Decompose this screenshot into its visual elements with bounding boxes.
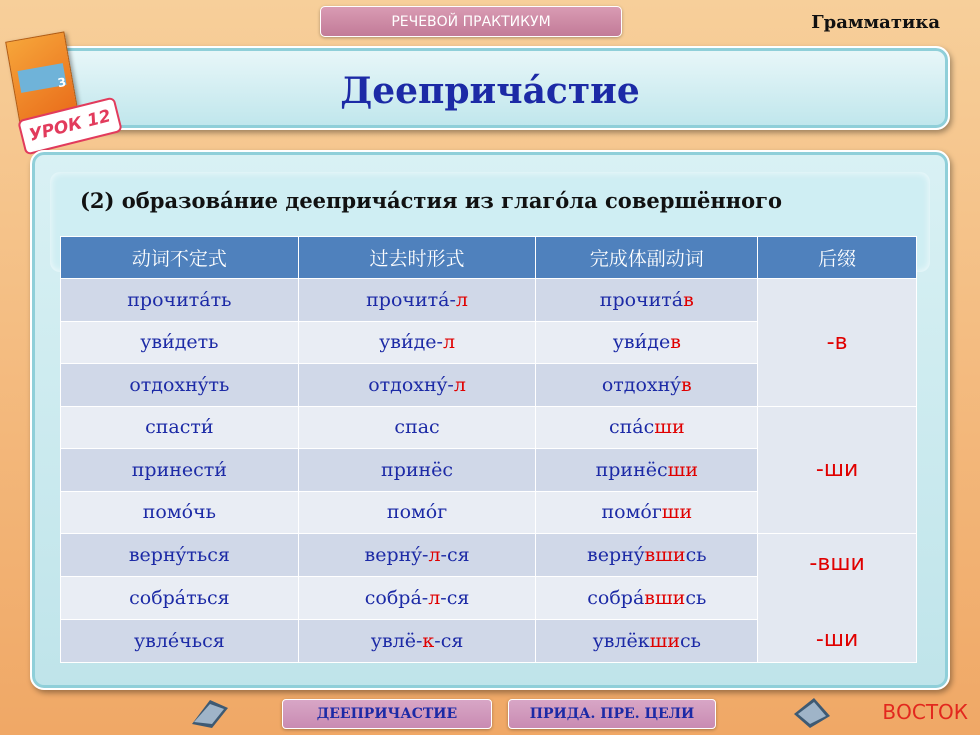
header-suffix: 后缀 (758, 237, 917, 279)
gerund-cell (536, 364, 758, 407)
past-form-cell (298, 449, 536, 492)
gerund-stem: помóг (601, 501, 662, 524)
gerund-cell (536, 577, 758, 620)
past-stem: увлё- (370, 630, 423, 652)
suffix-cell: -в (758, 279, 917, 407)
book-volume-number: 3 (56, 74, 68, 91)
past-stem: вернý- (364, 544, 429, 566)
corner-label: Грамматика (811, 12, 940, 33)
past-suffix: л (453, 373, 466, 396)
page-title: Деепричáстие (340, 70, 640, 112)
gerund-suffix: вши (644, 544, 686, 566)
past-form-cell (298, 279, 536, 322)
gerund-reflexive: сь (685, 587, 707, 609)
suffix-cell: -ши (758, 406, 917, 534)
gerund-suffix: вши (644, 587, 686, 609)
gerund-cell (536, 620, 758, 663)
gerund-suffix: в (681, 373, 692, 396)
suffix-vshi: -вши (809, 551, 865, 576)
past-stem: спас (394, 416, 440, 439)
table-row (61, 279, 917, 322)
gerund-stem: спáс (609, 416, 655, 439)
table-header-row (61, 237, 917, 279)
gerund-stem: собрá (587, 587, 645, 609)
gerund-suffix: ши (661, 501, 693, 524)
gerund-stem: вернý (587, 544, 645, 566)
infinitive-cell: отдохнýть (61, 364, 299, 407)
section-pill[interactable]: РЕЧЕВОЙ ПРАКТИКУМ (320, 6, 622, 37)
gerund-suffix: ши (667, 458, 698, 481)
lesson-tag: УРОК 12 (17, 96, 123, 155)
past-form-cell (298, 491, 536, 534)
gerund-suffix: в (683, 288, 694, 311)
gerund-cell (536, 279, 758, 322)
gerund-cell (536, 491, 758, 534)
suffix-cell (758, 534, 917, 663)
infinitive-cell: вернýться (61, 534, 299, 577)
gerund-cell (536, 534, 758, 577)
nav-button-purpose-clause[interactable]: ПРИДА. ПРЕ. ЦЕЛИ (508, 699, 716, 729)
past-form-cell (298, 534, 536, 577)
past-form-cell (298, 620, 536, 663)
past-form-cell (298, 406, 536, 449)
gerund-cell (536, 449, 758, 492)
past-form-cell (298, 321, 536, 364)
suffix-shi: -ши (815, 627, 859, 652)
past-reflexive: -ся (434, 630, 464, 652)
infinitive-cell: принести́ (61, 449, 299, 492)
past-reflexive: -ся (440, 587, 470, 609)
past-stem: принёс (381, 458, 454, 481)
past-reflexive: -ся (440, 544, 470, 566)
header-infinitive: 动词不定式 (61, 237, 299, 279)
past-suffix: л (442, 331, 456, 354)
brand-logo: ВОСТОК (882, 700, 968, 724)
section-subtitle: (2) образовáние деепричáстия из глагóла совершённого (80, 188, 783, 213)
infinitive-cell: уви́деть (61, 321, 299, 364)
gerund-suffix: ши (649, 630, 680, 652)
past-stem: отдохнý- (368, 373, 454, 396)
gerund-cell (536, 321, 758, 364)
table-row (61, 534, 917, 577)
infinitive-cell: прочитáть (61, 279, 299, 322)
past-suffix: л (428, 587, 441, 609)
past-stem: прочитá- (366, 288, 456, 311)
past-stem: собрá- (364, 587, 429, 609)
header-past-form: 过去时形式 (298, 237, 536, 279)
nav-button-gerund[interactable]: ДЕЕПРИЧАСТИЕ (282, 699, 492, 729)
gerund-suffix: в (670, 331, 681, 354)
gerund-table (60, 236, 917, 663)
past-form-cell (298, 364, 536, 407)
gerund-reflexive: сь (680, 630, 701, 652)
gerund-cell (536, 406, 758, 449)
gerund-stem: отдохнý (601, 373, 682, 396)
past-form-cell (298, 577, 536, 620)
past-suffix: л (428, 544, 441, 566)
gerund-suffix: ши (654, 416, 685, 439)
gerund-stem: прочитá (599, 288, 684, 311)
gerund-reflexive: сь (685, 544, 707, 566)
gerund-stem: уви́де (612, 331, 671, 354)
infinitive-cell: спасти́ (61, 406, 299, 449)
infinitive-cell: собрáться (61, 577, 299, 620)
past-stem: уви́де- (379, 331, 443, 354)
header-perfective-gerund: 完成体副动词 (536, 237, 758, 279)
past-stem: помóг (386, 501, 448, 524)
table-row (61, 406, 917, 449)
book-prev-icon[interactable] (188, 694, 232, 730)
gerund-stem: принёс (595, 458, 668, 481)
gerund-stem: увлёк (592, 630, 650, 652)
book-next-icon[interactable] (790, 694, 834, 730)
past-suffix: к (422, 630, 435, 652)
infinitive-cell: увлéчься (61, 620, 299, 663)
past-suffix: л (455, 288, 468, 311)
infinitive-cell: помóчь (61, 491, 299, 534)
